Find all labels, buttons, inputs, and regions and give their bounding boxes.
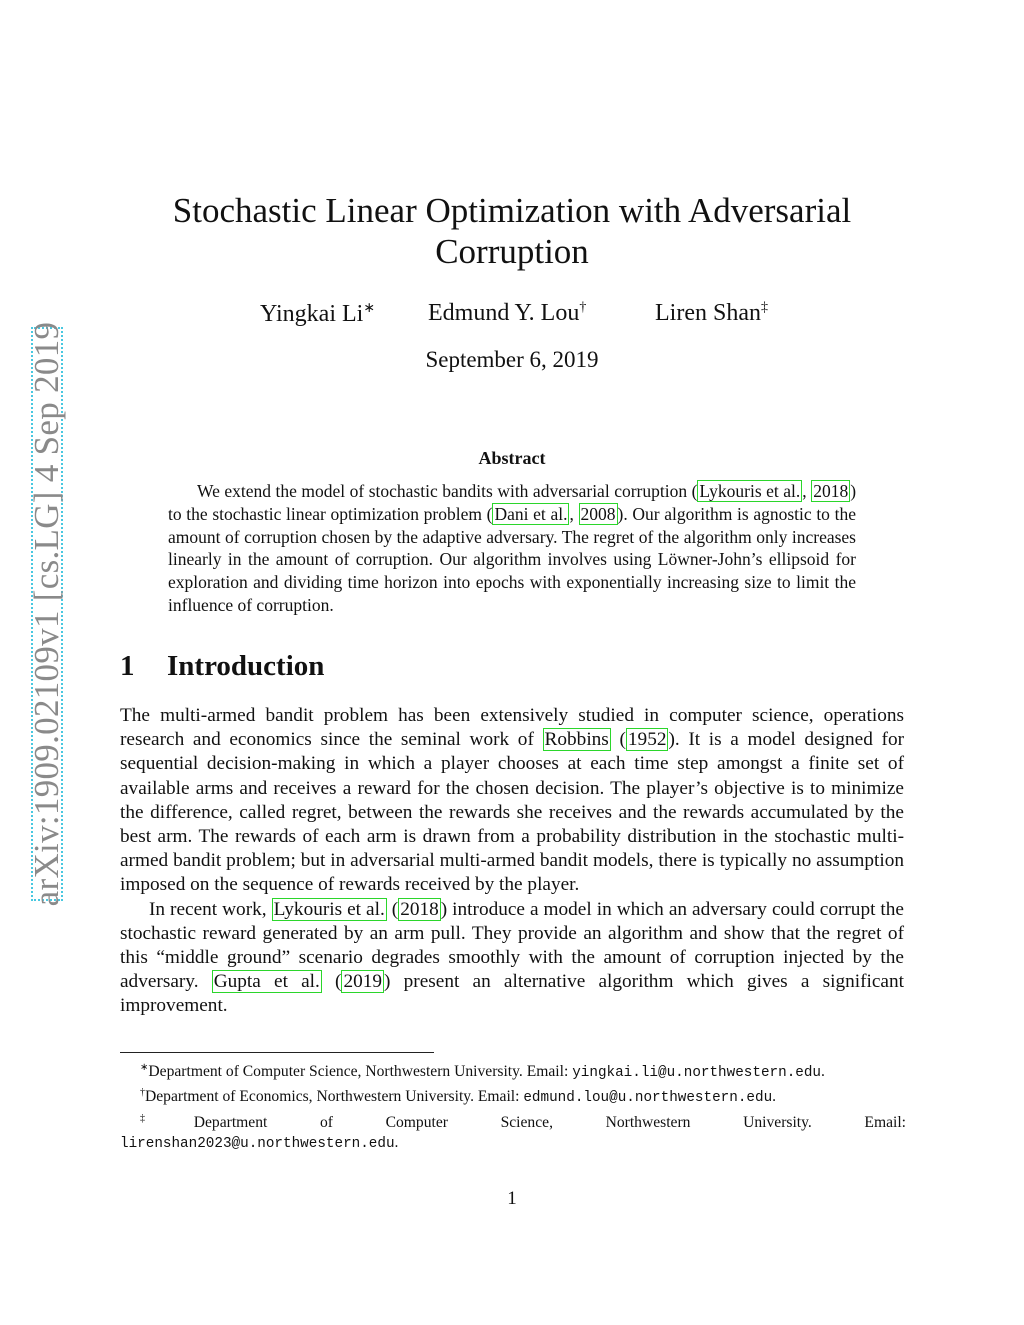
citation-link[interactable]: Lykouris et al. [273, 898, 385, 920]
email-link[interactable]: edmund.lou@u.northwestern.edu [523, 1090, 773, 1107]
author-1: Yingkai Li∗ [260, 301, 376, 327]
email-link[interactable]: yingkai.li@u.northwestern.edu [572, 1065, 822, 1082]
citation-link[interactable]: Robbins [544, 729, 609, 751]
email-link[interactable]: lirenshan2023@u.northwestern.edu [120, 1136, 395, 1153]
abstract-text: We extend the model of stochastic bandits with adversarial corruption ( Lykouris et al. , 2018 ) to the stochastic linear optimization problem ( Dani et al. , 2008 ). Our algorithm is agnostic to the amount of corruption chosen by the adaptive adversary. The regret of the algorithm only increases linearly in the amount of corruption. Our algorithm involves using Löwner-John’s ellipsoid for exploration and dividing time horizon into epochs with exponentially increasing size to limit the influence of corruption. [168, 481, 857, 615]
footnote-continuation: lirenshan2023@u.northwestern.edu. [120, 1134, 399, 1153]
paper-title: Stochastic Linear Optimization with Adversarial Corruption [172, 191, 852, 271]
footnote-divider [120, 1052, 434, 1053]
citation-link[interactable]: Dani et al. [494, 503, 568, 524]
paragraph: The multi-armed bandit problem has been extensively studied in computer science, operations research and economics since the seminal work of Robbins ( 1952 ). It is a model designed for sequential decision-making in which a player chooses at each time step amongst a finite set of available arms and receives a reward for the chosen decision. The player’s objective is to minimize the difference, called regret, between the rewards she receives and the rewards accumulated by the best arm. The rewards of each arm is drawn from a probability distribution in the stochastic multi-armed bandit problem; but in adversarial multi-armed bandit models, there is typically no assumption imposed on the sequence of rewards received by the player. [120, 705, 905, 896]
citation-year-link[interactable]: 2018 [400, 898, 439, 920]
footnote: †Department of Economics, Northwestern University. Email: edmund.lou@u.northwestern.edu. [140, 1087, 777, 1107]
author-2-footnote-link[interactable]: † [579, 300, 587, 315]
introduction-body [120, 704, 904, 1019]
author-1-footnote-link[interactable]: ∗ [363, 301, 376, 316]
author-2: Edmund Y. Lou† [428, 300, 587, 326]
citation-link[interactable]: Lykouris et al. [699, 481, 801, 501]
citation-year-link[interactable]: 2018 [813, 481, 849, 501]
citation-year-link[interactable]: 2019 [343, 971, 383, 993]
section-heading [120, 650, 324, 683]
paragraph: In recent work, Lykouris et al. ( 2018 ) introduce a model in which an adversary could corrupt the stochastic reward generated by an arm pull. They provide an algorithm and show that the regret of this “middle ground” scenario degrades smoothly with the amount of corruption injected by the adversary. Gupta et al. ( 2019 ) present an alternative algorithm which gives a significant improvement. [120, 898, 904, 1017]
section-title: Introduction [167, 650, 325, 682]
paper-date: September 6, 2019 [425, 347, 599, 372]
author-3-footnote-link[interactable]: ‡ [760, 300, 768, 315]
section-number: 1 [120, 650, 135, 682]
arxiv-stamp-label[interactable]: arXiv:1909.02109v1 [cs.LG] 4 Sep 2019 [27, 321, 66, 907]
footnote: ‡Department of Computer Science, Northwestern University. Email: [140, 1112, 907, 1132]
page-number: 1 [507, 1188, 517, 1209]
footnotes [120, 1058, 906, 1155]
citation-year-link[interactable]: 2008 [580, 503, 616, 524]
author-3: Liren Shan‡ [655, 300, 768, 326]
abstract-heading: Abstract [478, 448, 546, 468]
citation-link[interactable]: Gupta et al. [213, 971, 320, 993]
citation-year-link[interactable]: 1952 [627, 729, 667, 751]
footnote: ∗Department of Computer Science, Northwestern University. Email: yingkai.li@u.northwestern.edu. [140, 1062, 825, 1082]
